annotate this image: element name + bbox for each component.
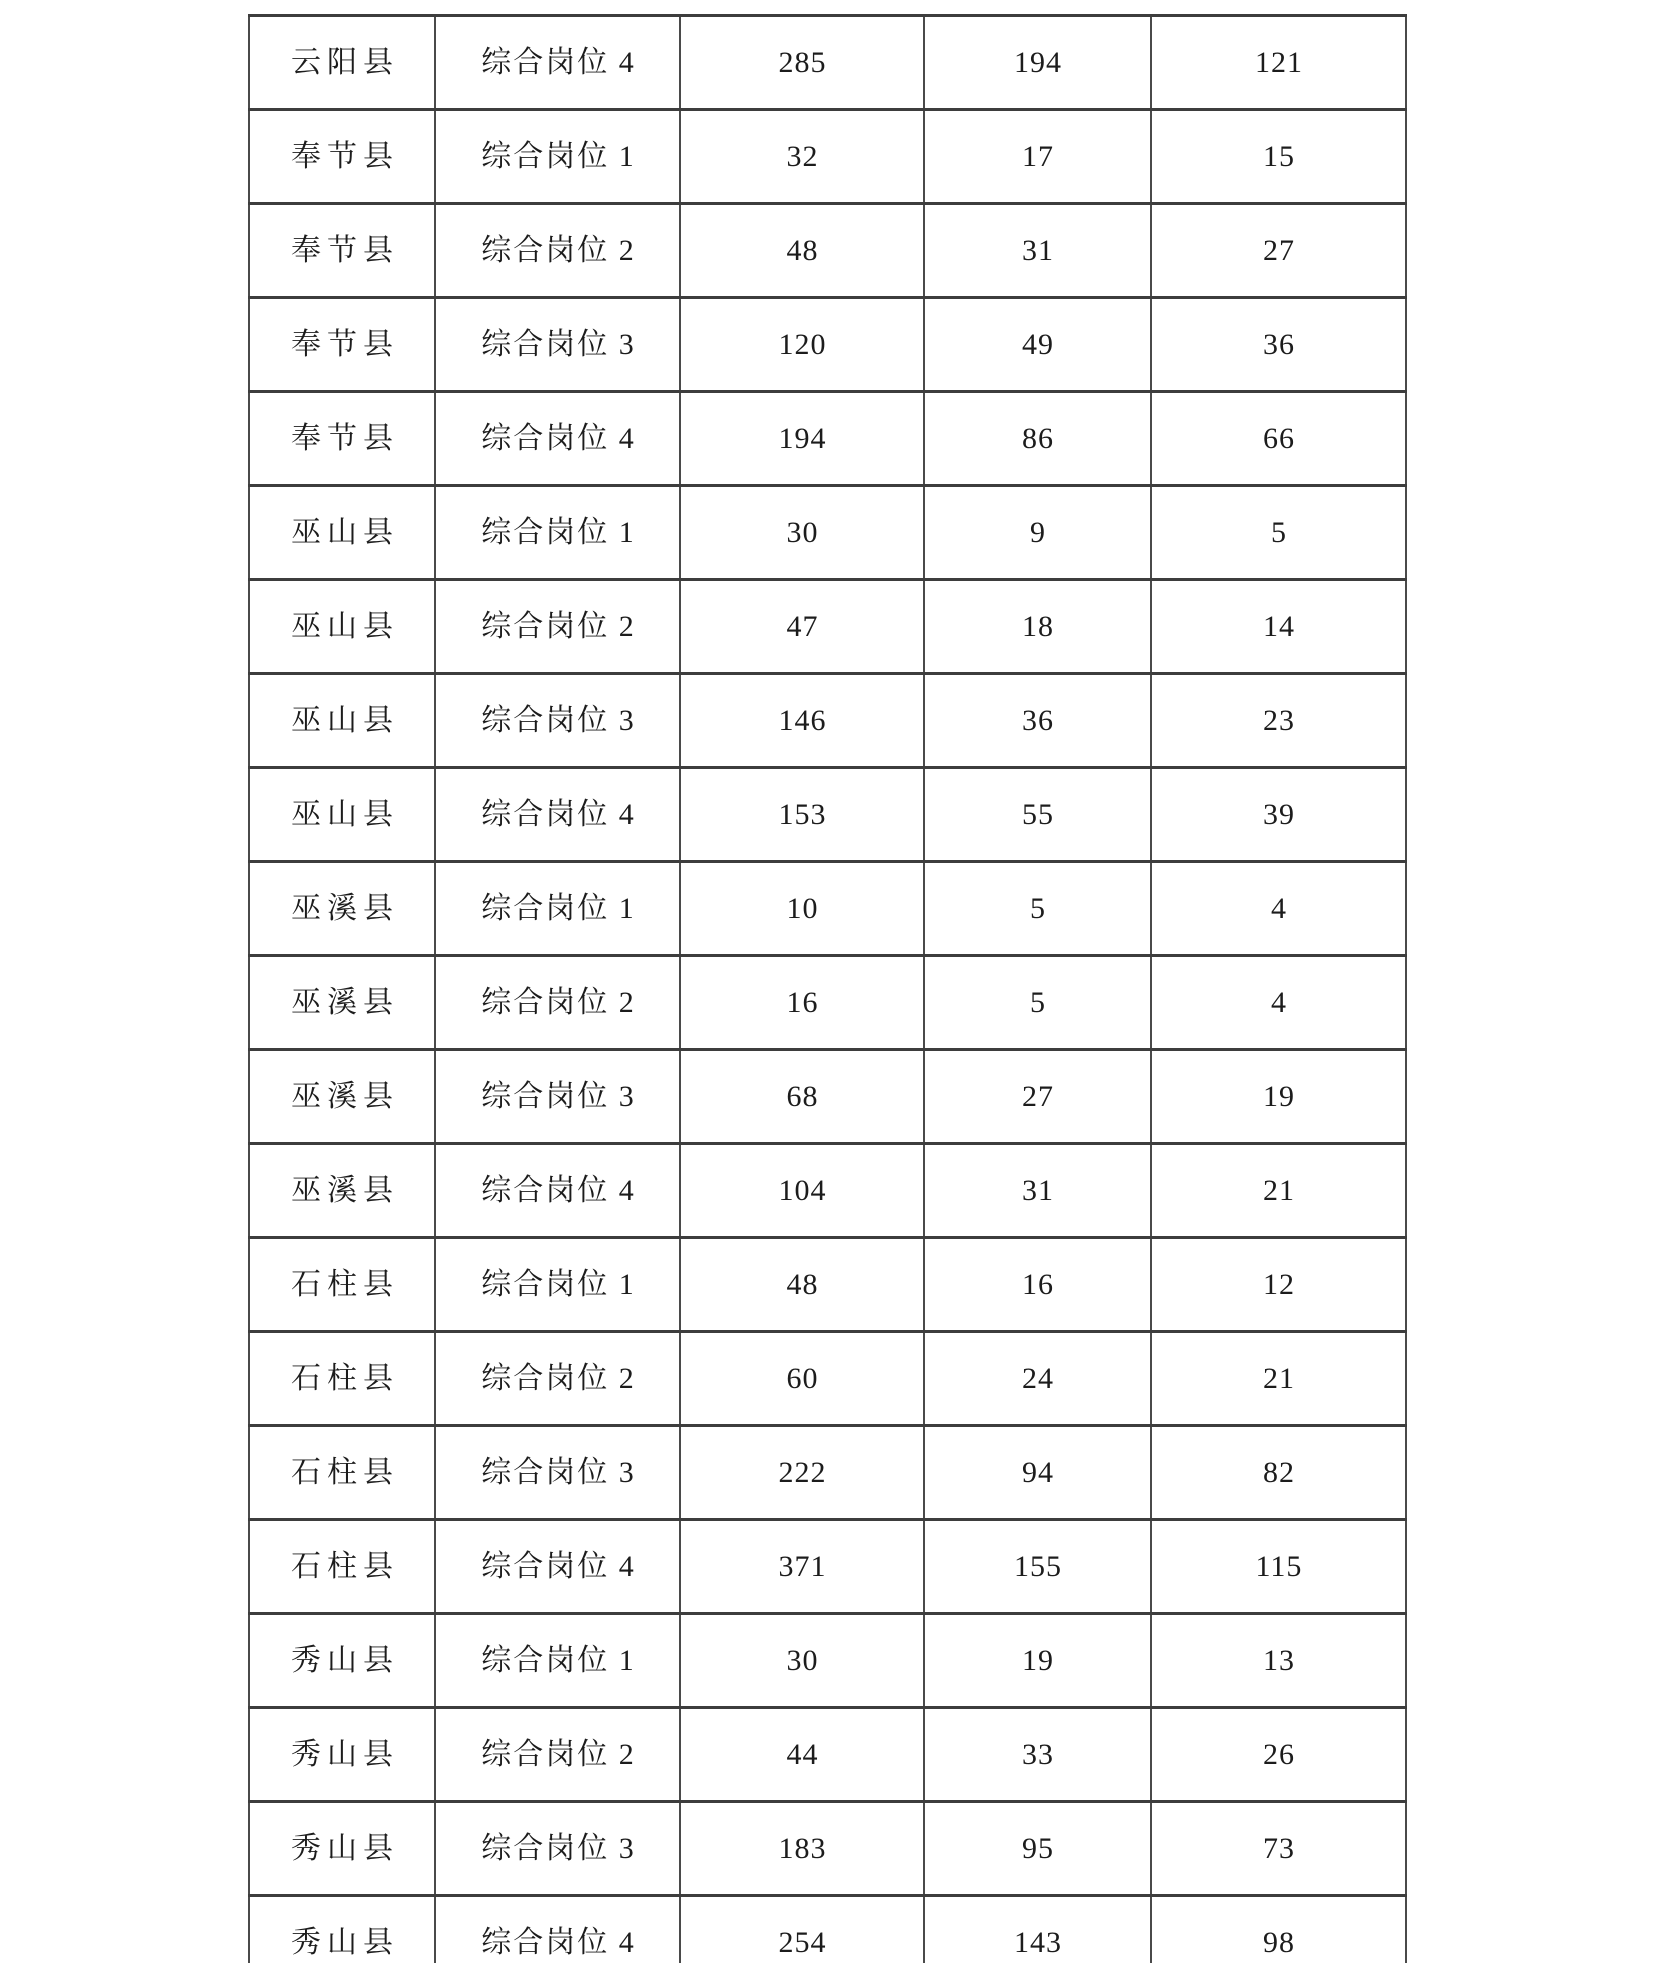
county-cell: 巫山县	[249, 768, 435, 862]
value3-cell: 14	[1151, 580, 1406, 674]
county-cell: 秀山县	[249, 1802, 435, 1896]
value2-cell: 16	[924, 1238, 1151, 1332]
value3-cell: 82	[1151, 1426, 1406, 1520]
value2-cell: 9	[924, 486, 1151, 580]
table-row	[249, 1144, 1406, 1238]
value3-cell: 73	[1151, 1802, 1406, 1896]
table-row	[249, 1238, 1406, 1332]
county-cell: 石柱县	[249, 1238, 435, 1332]
table-row	[249, 1708, 1406, 1802]
value1-cell: 104	[680, 1144, 924, 1238]
value3-cell: 4	[1151, 956, 1406, 1050]
value1-cell: 254	[680, 1896, 924, 1963]
value2-cell: 36	[924, 674, 1151, 768]
county-cell: 巫溪县	[249, 1050, 435, 1144]
table-row	[249, 862, 1406, 956]
table-row	[249, 674, 1406, 768]
county-cell: 石柱县	[249, 1332, 435, 1426]
value2-cell: 95	[924, 1802, 1151, 1896]
table-row	[249, 298, 1406, 392]
county-cell: 秀山县	[249, 1896, 435, 1963]
position-cell: 综合岗位 1	[435, 110, 680, 204]
value2-cell: 17	[924, 110, 1151, 204]
county-cell: 巫溪县	[249, 956, 435, 1050]
value3-cell: 21	[1151, 1332, 1406, 1426]
positions-data-table	[248, 14, 1407, 1963]
value1-cell: 120	[680, 298, 924, 392]
value1-cell: 47	[680, 580, 924, 674]
value3-cell: 4	[1151, 862, 1406, 956]
value1-cell: 48	[680, 1238, 924, 1332]
value1-cell: 60	[680, 1332, 924, 1426]
position-cell: 综合岗位 4	[435, 1144, 680, 1238]
value2-cell: 18	[924, 580, 1151, 674]
position-cell: 综合岗位 3	[435, 674, 680, 768]
value1-cell: 48	[680, 204, 924, 298]
position-cell: 综合岗位 1	[435, 1614, 680, 1708]
county-cell: 秀山县	[249, 1708, 435, 1802]
position-cell: 综合岗位 2	[435, 956, 680, 1050]
position-cell: 综合岗位 3	[435, 1050, 680, 1144]
position-cell: 综合岗位 4	[435, 1520, 680, 1614]
value2-cell: 31	[924, 1144, 1151, 1238]
county-cell: 巫溪县	[249, 1144, 435, 1238]
county-cell: 巫山县	[249, 486, 435, 580]
table-row	[249, 1802, 1406, 1896]
county-cell: 石柱县	[249, 1426, 435, 1520]
table-row	[249, 580, 1406, 674]
value3-cell: 66	[1151, 392, 1406, 486]
position-cell: 综合岗位 2	[435, 580, 680, 674]
value2-cell: 55	[924, 768, 1151, 862]
table-row	[249, 768, 1406, 862]
position-cell: 综合岗位 3	[435, 298, 680, 392]
value1-cell: 146	[680, 674, 924, 768]
table-row	[249, 204, 1406, 298]
position-cell: 综合岗位 4	[435, 392, 680, 486]
value2-cell: 94	[924, 1426, 1151, 1520]
value1-cell: 153	[680, 768, 924, 862]
county-cell: 奉节县	[249, 392, 435, 486]
county-cell: 石柱县	[249, 1520, 435, 1614]
table-row	[249, 16, 1406, 110]
value3-cell: 15	[1151, 110, 1406, 204]
county-cell: 巫溪县	[249, 862, 435, 956]
county-cell: 云阳县	[249, 16, 435, 110]
county-cell: 巫山县	[249, 580, 435, 674]
value3-cell: 12	[1151, 1238, 1406, 1332]
value3-cell: 19	[1151, 1050, 1406, 1144]
value3-cell: 26	[1151, 1708, 1406, 1802]
value3-cell: 36	[1151, 298, 1406, 392]
county-cell: 巫山县	[249, 674, 435, 768]
table-row	[249, 110, 1406, 204]
value1-cell: 183	[680, 1802, 924, 1896]
value2-cell: 27	[924, 1050, 1151, 1144]
position-cell: 综合岗位 1	[435, 862, 680, 956]
position-cell: 综合岗位 3	[435, 1426, 680, 1520]
value1-cell: 30	[680, 1614, 924, 1708]
county-cell: 奉节县	[249, 110, 435, 204]
county-cell: 奉节县	[249, 204, 435, 298]
value2-cell: 19	[924, 1614, 1151, 1708]
value1-cell: 44	[680, 1708, 924, 1802]
table-row	[249, 1896, 1406, 1963]
value3-cell: 27	[1151, 204, 1406, 298]
value1-cell: 68	[680, 1050, 924, 1144]
table-row	[249, 1520, 1406, 1614]
position-cell: 综合岗位 1	[435, 1238, 680, 1332]
table-row	[249, 1614, 1406, 1708]
table-row	[249, 1050, 1406, 1144]
value3-cell: 5	[1151, 486, 1406, 580]
value1-cell: 194	[680, 392, 924, 486]
value2-cell: 5	[924, 956, 1151, 1050]
value2-cell: 194	[924, 16, 1151, 110]
position-cell: 综合岗位 1	[435, 486, 680, 580]
value3-cell: 115	[1151, 1520, 1406, 1614]
value3-cell: 39	[1151, 768, 1406, 862]
value1-cell: 222	[680, 1426, 924, 1520]
value3-cell: 13	[1151, 1614, 1406, 1708]
value2-cell: 31	[924, 204, 1151, 298]
value2-cell: 143	[924, 1896, 1151, 1963]
table-row	[249, 1426, 1406, 1520]
position-cell: 综合岗位 4	[435, 16, 680, 110]
table-row	[249, 392, 1406, 486]
position-cell: 综合岗位 4	[435, 1896, 680, 1963]
value2-cell: 86	[924, 392, 1151, 486]
position-cell: 综合岗位 2	[435, 204, 680, 298]
value1-cell: 371	[680, 1520, 924, 1614]
table-row	[249, 486, 1406, 580]
value3-cell: 21	[1151, 1144, 1406, 1238]
value2-cell: 155	[924, 1520, 1151, 1614]
position-cell: 综合岗位 3	[435, 1802, 680, 1896]
value3-cell: 23	[1151, 674, 1406, 768]
county-cell: 奉节县	[249, 298, 435, 392]
value3-cell: 98	[1151, 1896, 1406, 1963]
value1-cell: 30	[680, 486, 924, 580]
value2-cell: 33	[924, 1708, 1151, 1802]
value1-cell: 10	[680, 862, 924, 956]
value1-cell: 32	[680, 110, 924, 204]
value1-cell: 16	[680, 956, 924, 1050]
county-cell: 秀山县	[249, 1614, 435, 1708]
value2-cell: 49	[924, 298, 1151, 392]
position-cell: 综合岗位 2	[435, 1708, 680, 1802]
value1-cell: 285	[680, 16, 924, 110]
value2-cell: 24	[924, 1332, 1151, 1426]
value3-cell: 121	[1151, 16, 1406, 110]
position-cell: 综合岗位 2	[435, 1332, 680, 1426]
table-row	[249, 1332, 1406, 1426]
table-row	[249, 956, 1406, 1050]
value2-cell: 5	[924, 862, 1151, 956]
position-cell: 综合岗位 4	[435, 768, 680, 862]
